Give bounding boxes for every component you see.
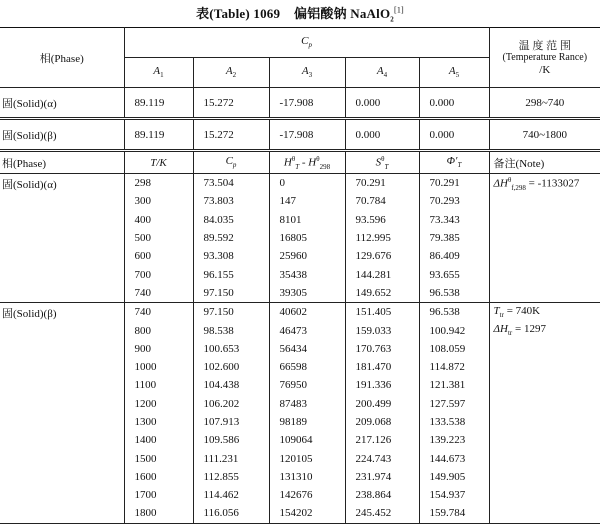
table-cell: 1000 (124, 358, 193, 376)
table-cell: 111.231 (193, 449, 269, 467)
table-cell: 39305 (269, 284, 345, 303)
table-cell: 98189 (269, 413, 345, 431)
table-cell: 25960 (269, 247, 345, 265)
table-cell: 93.655 (419, 265, 489, 283)
table-cell: 84.035 (193, 211, 269, 229)
table-cell: 133.538 (419, 413, 489, 431)
title-reference: [1] (393, 5, 404, 15)
table-cell: 107.913 (193, 413, 269, 431)
table-cell: 191.336 (345, 376, 419, 394)
transition-enthalpy-note: $\Delta H_{tr} = 1297$ (493, 323, 546, 338)
temp-range-header: 温 度 范 围 (Temperature Rance) /K (489, 28, 600, 88)
table-cell: 209.068 (345, 413, 419, 431)
table-cell: 114.462 (193, 486, 269, 504)
table-cell: 224.743 (345, 449, 419, 467)
table-cell: 97.150 (193, 284, 269, 303)
table-cell: 1800 (124, 504, 193, 523)
table-cell: 231.974 (345, 468, 419, 486)
table-cell: 89.592 (193, 229, 269, 247)
table-cell: 1400 (124, 431, 193, 449)
table-cell: 300 (124, 192, 193, 210)
table-cell: 120105 (269, 449, 345, 467)
table-cell: 1700 (124, 486, 193, 504)
table-cell: 108.059 (419, 340, 489, 358)
table-cell: 56434 (269, 340, 345, 358)
table-cell: 70.784 (345, 192, 419, 210)
entropy-header: $S^\theta_T$ (345, 151, 419, 174)
table-cell: 102.600 (193, 358, 269, 376)
table-cell: 159.033 (345, 321, 419, 339)
table-cell: 40602 (269, 303, 345, 322)
table-row (0, 174, 600, 193)
table-cell: 740 (124, 284, 193, 303)
table-cell: 97.150 (193, 303, 269, 322)
note-cell (489, 303, 600, 524)
table-title (0, 3, 600, 24)
coef-a2-header: $A_2$ (193, 58, 269, 88)
table-cell: 46473 (269, 321, 345, 339)
cp-header: $C_p$ (124, 28, 489, 58)
coef-row-alpha: 固(Solid)(α) 89.119 15.272 -17.908 0.000 0.000 298~740 (0, 88, 600, 119)
table-cell: 73.504 (193, 174, 269, 193)
phase-cell: 固(Solid)(α) (0, 174, 124, 303)
note-cell (489, 174, 600, 303)
table-cell: 142676 (269, 486, 345, 504)
table-cell: 298 (124, 174, 193, 193)
table-cell: 1100 (124, 376, 193, 394)
table-cell: 76950 (269, 376, 345, 394)
title-subscript: 2 (390, 15, 394, 24)
coef-a1-header: $A_1$ (124, 58, 193, 88)
table-cell: 1600 (124, 468, 193, 486)
table-cell: 217.126 (345, 431, 419, 449)
formation-enthalpy-note: $\Delta H^\theta_{f,298} = -1133027$ (493, 176, 580, 192)
temperature-header: T/K (124, 151, 193, 174)
note-header: 备注(Note) (489, 151, 600, 174)
table-cell: 200.499 (345, 395, 419, 413)
table-cell: 139.223 (419, 431, 489, 449)
table-cell: 238.864 (345, 486, 419, 504)
table-cell: 116.056 (193, 504, 269, 523)
table-cell: 100.942 (419, 321, 489, 339)
table-cell: 87483 (269, 395, 345, 413)
table-cell: 500 (124, 229, 193, 247)
table-cell: 800 (124, 321, 193, 339)
cp-column-header: $C_p$ (193, 151, 269, 174)
table-cell: 98.538 (193, 321, 269, 339)
phase-header: 相(Phase) (0, 28, 124, 88)
table-cell: 600 (124, 247, 193, 265)
table-cell: 147 (269, 192, 345, 210)
coef-a3-header: $A_3$ (269, 58, 345, 88)
table-cell: 149.652 (345, 284, 419, 303)
table-cell: 144.281 (345, 265, 419, 283)
table-cell: 114.872 (419, 358, 489, 376)
table-cell: 154202 (269, 504, 345, 523)
table-cell: 66598 (269, 358, 345, 376)
table-cell: 109064 (269, 431, 345, 449)
phi-header: $\Phi'_T$ (419, 151, 489, 174)
table-cell: 8101 (269, 211, 345, 229)
table-cell: 70.293 (419, 192, 489, 210)
table-cell: 400 (124, 211, 193, 229)
header-row-cp (0, 28, 600, 58)
table-cell: 96.538 (419, 303, 489, 322)
table-cell: 700 (124, 265, 193, 283)
table-cell: 181.470 (345, 358, 419, 376)
table-row (0, 303, 600, 322)
table-cell: 245.452 (345, 504, 419, 523)
beta-data-block (0, 303, 600, 524)
table-cell: 129.676 (345, 247, 419, 265)
table-cell: 151.405 (345, 303, 419, 322)
coef-a4-header: $A_4$ (345, 58, 419, 88)
table-cell: 154.937 (419, 486, 489, 504)
table-cell: 144.673 (419, 449, 489, 467)
table-cell: 740 (124, 303, 193, 322)
table-cell: 112.855 (193, 468, 269, 486)
title-prefix: 表(Table) 1069 (196, 6, 281, 21)
table-cell: 16805 (269, 229, 345, 247)
table-cell: 127.597 (419, 395, 489, 413)
table-cell: 100.653 (193, 340, 269, 358)
table-cell: 106.202 (193, 395, 269, 413)
coef-row-beta: 固(Solid)(β) 89.119 15.272 -17.908 0.000 0.000 740~1800 (0, 119, 600, 151)
enthalpy-header: $H^\theta_T - H^\theta_{298}$ (269, 151, 345, 174)
table-cell: 1500 (124, 449, 193, 467)
table-cell: 112.995 (345, 229, 419, 247)
table-cell: 93.308 (193, 247, 269, 265)
phase-cell: 固(Solid)(β) (0, 303, 124, 524)
table-cell: 96.155 (193, 265, 269, 283)
table-cell: 900 (124, 340, 193, 358)
table-cell: 0 (269, 174, 345, 193)
table-cell: 73.803 (193, 192, 269, 210)
table-cell: 131310 (269, 468, 345, 486)
table-cell: 93.596 (345, 211, 419, 229)
table-cell: 70.291 (419, 174, 489, 193)
table-cell: 159.784 (419, 504, 489, 523)
table-cell: 73.343 (419, 211, 489, 229)
table-cell: 86.409 (419, 247, 489, 265)
table-cell: 1300 (124, 413, 193, 431)
table-cell: 170.763 (345, 340, 419, 358)
table-cell: 1200 (124, 395, 193, 413)
table-cell: 121.381 (419, 376, 489, 394)
table-cell: 96.538 (419, 284, 489, 303)
table-cell: 149.905 (419, 468, 489, 486)
alpha-data-block (0, 174, 600, 303)
thermo-table (0, 27, 600, 524)
title-name: 偏铝酸钠 NaAlO (294, 6, 391, 21)
table-cell: 79.385 (419, 229, 489, 247)
data-header-row: 相(Phase) T/K $C_p$ $H^\theta_T - H^\theta_{298}$ $S^\theta_T$ $\Phi'_T$ 备注(Note) (0, 151, 600, 174)
coef-a5-header: $A_5$ (419, 58, 489, 88)
transition-temp-note: $T_{tr} = 740K$ (493, 305, 541, 320)
table-cell: 70.291 (345, 174, 419, 193)
table-cell: 104.438 (193, 376, 269, 394)
table-cell: 109.586 (193, 431, 269, 449)
table-cell: 35438 (269, 265, 345, 283)
